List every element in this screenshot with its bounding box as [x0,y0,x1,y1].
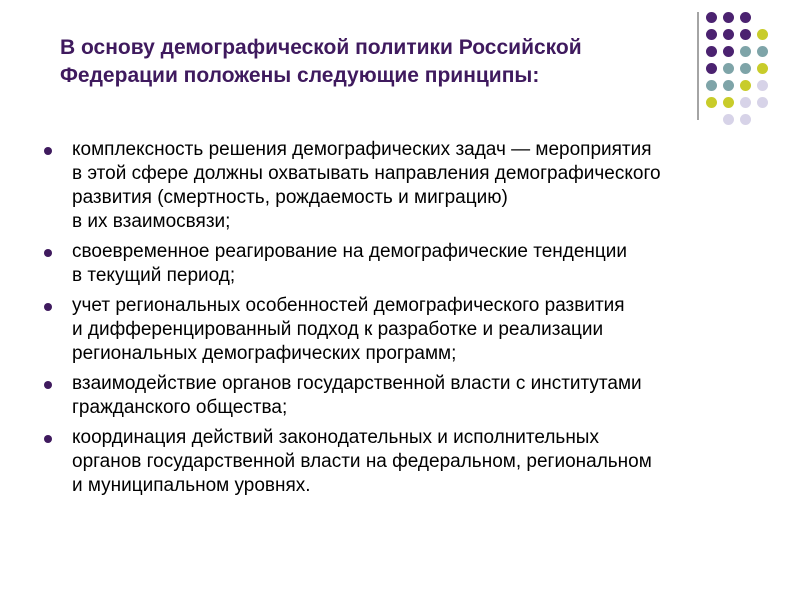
decorative-dot [723,97,734,108]
decorative-dot [706,29,717,40]
decorative-dot [740,80,751,91]
bullet-text-line: своевременное реагирование на демографические тенденции [72,241,628,262]
bullet-text-line: комплексность решения демографических задач — мероприятия [72,139,652,160]
bullet-list [44,138,774,504]
decorative-dot [757,63,768,74]
decorative-dot [740,29,751,40]
bullet-dot-icon [44,303,52,311]
decorative-dot [706,97,717,108]
bullet-text-line: и муниципальном уровнях. [72,475,311,496]
decorative-dot [740,114,751,125]
decorative-dot [757,46,768,57]
decorative-dot [723,29,734,40]
bullet-item [44,372,774,420]
bullet-item [44,426,774,498]
bullet-item [44,294,774,366]
bullet-text-line: взаимодействие органов государственной власти с институтами [72,373,642,394]
bullet-text [72,372,774,420]
decorative-dot [757,80,768,91]
decorative-dot [740,97,751,108]
decorative-dot [706,46,717,57]
decorative-dot [723,114,734,125]
decorative-dot [706,63,717,74]
decorative-dot [723,63,734,74]
bullet-text-line: в текущий период; [72,265,236,286]
decorative-dot [740,46,751,57]
bullet-text-line: органов государственной власти на федеральном, региональном [72,451,652,472]
bullet-text [72,138,774,234]
bullet-text [72,294,774,366]
bullet-text-line: в их взаимосвязи; [72,211,231,232]
decorative-dot [740,63,751,74]
decorative-dot [757,29,768,40]
decorative-dot [706,80,717,91]
bullet-text [72,240,774,288]
decorative-dot [740,12,751,23]
bullet-text-line: развития (смертность, рождаемость и миграцию) [72,187,508,208]
slide-title [60,34,680,90]
bullet-text-line: координация действий законодательных и исполнительных [72,427,599,448]
decorative-dot-grid [706,12,776,128]
bullet-item [44,240,774,288]
decorative-dot [757,97,768,108]
bullet-text-line: гражданского общества; [72,397,288,418]
bullet-dot-icon [44,249,52,257]
slide-title-line: Федерации положены следующие принципы: [60,64,540,87]
decorative-dot [706,12,717,23]
bullet-item [44,138,774,234]
decorative-dot [723,80,734,91]
bullet-text-line: и дифференцированный подход к разработке и реализации [72,319,604,340]
bullet-text [72,426,774,498]
bullet-dot-icon [44,147,52,155]
bullet-text-line: региональных демографических программ; [72,343,457,364]
decorative-dot [723,46,734,57]
decorative-dot [723,12,734,23]
bullet-text-line: учет региональных особенностей демографического развития [72,295,625,316]
slide-title-line: В основу демографической политики Российской [60,36,582,59]
bullet-dot-icon [44,435,52,443]
bullet-dot-icon [44,381,52,389]
decorative-divider [697,12,699,120]
bullet-text-line: в этой сфере должны охватывать направления демографического [72,163,661,184]
